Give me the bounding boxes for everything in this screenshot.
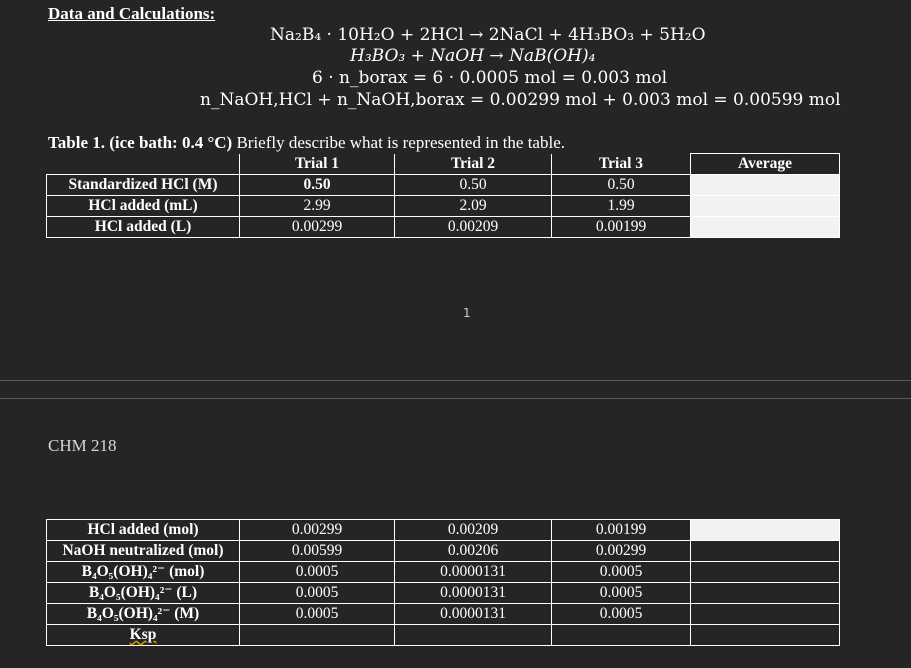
row-label: HCl added (mol) xyxy=(47,520,240,541)
cell: 0.00199 xyxy=(552,520,691,541)
cell: 2.09 xyxy=(395,196,552,217)
table-caption-text: Briefly describe what is represented in the table. xyxy=(236,133,565,152)
cell: 0.00299 xyxy=(552,541,691,562)
average-cell[interactable] xyxy=(691,196,840,217)
average-cell[interactable] xyxy=(691,625,840,646)
row-label: NaOH neutralized (mol) xyxy=(47,541,240,562)
cell: 0.0000131 xyxy=(395,604,552,625)
equation-borax-hcl: Na₂B₄ · 10H₂O + 2HCl → 2NaCl + 4H₃BO₃ + 5H₂O xyxy=(270,25,706,45)
cell[interactable] xyxy=(240,625,395,646)
table-row xyxy=(47,520,840,541)
cell: 0.00199 xyxy=(552,217,691,238)
table-caption xyxy=(48,133,565,153)
header-trial-2: Trial 2 xyxy=(395,154,552,175)
cell: 0.50 xyxy=(240,175,395,196)
cell[interactable] xyxy=(395,625,552,646)
average-cell[interactable] xyxy=(691,562,840,583)
table-caption-label: Table 1. (ice bath: 0.4 °C) xyxy=(48,133,233,152)
table-row xyxy=(47,583,840,604)
row-label: HCl added (mL) xyxy=(47,196,240,217)
table-row xyxy=(47,562,840,583)
row-label: B₄O₅(OH)₄²⁻ (L) xyxy=(47,583,240,604)
section-heading: Data and Calculations: xyxy=(48,4,216,23)
cell: 0.0005 xyxy=(552,562,691,583)
cell: 0.50 xyxy=(395,175,552,196)
average-cell[interactable] xyxy=(691,604,840,625)
average-cell[interactable] xyxy=(691,217,840,238)
cell: 0.00209 xyxy=(395,520,552,541)
cell: 2.99 xyxy=(240,196,395,217)
table-2 xyxy=(46,519,840,646)
average-cell[interactable] xyxy=(691,583,840,604)
cell: 0.00209 xyxy=(395,217,552,238)
row-label: Ksp xyxy=(47,625,240,646)
row-label: HCl added (L) xyxy=(47,217,240,238)
average-cell[interactable] xyxy=(691,520,840,541)
cell: 0.00299 xyxy=(240,520,395,541)
table-row xyxy=(47,625,840,646)
table-row xyxy=(47,604,840,625)
page-divider-top xyxy=(0,380,911,381)
cell: 0.00299 xyxy=(240,217,395,238)
document-page-2 xyxy=(0,399,911,668)
average-cell[interactable] xyxy=(691,175,840,196)
table-row xyxy=(47,217,840,238)
table-header-row xyxy=(47,154,840,175)
header-trial-3: Trial 3 xyxy=(552,154,691,175)
cell: 0.50 xyxy=(552,175,691,196)
average-cell[interactable] xyxy=(691,541,840,562)
cell: 1.99 xyxy=(552,196,691,217)
cell: 0.00206 xyxy=(395,541,552,562)
cell: 0.0005 xyxy=(552,583,691,604)
row-label: B₄O₅(OH)₄²⁻ (M) xyxy=(47,604,240,625)
header-trial-1: Trial 1 xyxy=(240,154,395,175)
table-row xyxy=(47,175,840,196)
cell: 0.0005 xyxy=(240,604,395,625)
course-header: CHM 218 xyxy=(48,436,117,455)
equation-naoh-total: n_NaOH,HCl + n_NaOH,borax = 0.00299 mol + 0.003 mol = 0.00599 mol xyxy=(200,90,841,110)
cell[interactable] xyxy=(552,625,691,646)
header-blank xyxy=(47,154,240,175)
cell: 0.0005 xyxy=(240,583,395,604)
equation-borax-moles: 6 · n_borax = 6 · 0.0005 mol = 0.003 mol xyxy=(312,68,668,88)
table-row xyxy=(47,196,840,217)
header-average: Average xyxy=(691,154,840,175)
cell: 0.00599 xyxy=(240,541,395,562)
equation-boric-naoh: H₃BO₃ + NaOH → NaB(OH)₄ xyxy=(350,46,596,66)
cell: 0.0000131 xyxy=(395,583,552,604)
cell: 0.0005 xyxy=(552,604,691,625)
row-label: B₄O₅(OH)₄²⁻ (mol) xyxy=(47,562,240,583)
row-label: Standardized HCl (M) xyxy=(47,175,240,196)
page-number: 1 xyxy=(463,306,471,320)
table-1 xyxy=(46,153,840,238)
table-row xyxy=(47,541,840,562)
cell: 0.0000131 xyxy=(395,562,552,583)
cell: 0.0005 xyxy=(240,562,395,583)
